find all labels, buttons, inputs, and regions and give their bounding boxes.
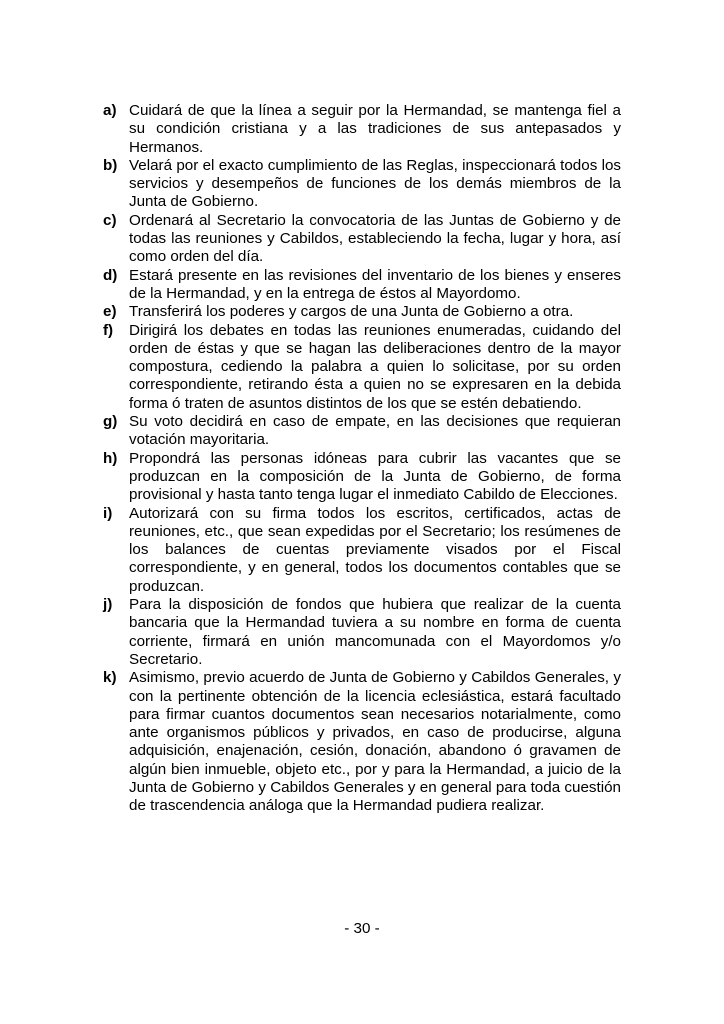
list-marker: b) (103, 156, 118, 174)
list-item-text: Estará presente en las revisiones del inventario de los bienes y enseres de la Hermandad, y en la entrega de éstos al Mayordomo. (129, 266, 621, 302)
list-item-text: Velará por el exacto cumplimiento de las Reglas, inspeccionará todos los servicios y desempeños de funciones de los demás miembros de la Junta de Gobierno. (129, 156, 621, 211)
page-number: - 30 - (344, 920, 380, 937)
list-item-text: Cuidará de que la línea a seguir por la Hermandad, se mantenga fiel a su condición cristiana y a las tradiciones de sus antepasados y Hermanos. (129, 102, 621, 156)
list-item-h (103, 450, 621, 505)
list-item-text: Dirigirá los debates en todas las reuniones enumeradas, cuidando del orden de éstas y que se hagan las deliberaciones dentro de la mayor compostura, cediendo la palabra a quien lo solicitase, por su orden correspondiente, retirando ésta a quien no se expresaren en la debida forma ó traten de asuntos distintos de los que se estén debatiendo. (129, 321, 621, 412)
list-marker: a) (103, 102, 117, 119)
list-item-d (103, 267, 621, 304)
list-marker: g) (103, 413, 118, 431)
list-item-j (103, 596, 621, 669)
list-marker: f) (103, 321, 114, 339)
list-marker: k) (103, 669, 117, 687)
list-item-text: Autorizará con su firma todos los escritos, certificados, actas de reuniones, etc., que sean expedidas por el Secretario; los resúmenes de los balances de cuentas previamente visados por el Fiscal correspondiente, y en general, todos los documentos contables que se produzcan. (129, 504, 621, 595)
list-item-b (103, 157, 621, 212)
duties-list (103, 102, 621, 816)
list-marker: j) (103, 596, 113, 614)
list-marker: d) (103, 266, 118, 284)
list-marker: h) (103, 449, 118, 467)
list-item-text: Transferirá los poderes y cargos de una Junta de Gobierno a otra. (129, 303, 574, 321)
list-item-text: Para la disposición de fondos que hubiera que realizar de la cuenta bancaria que la Hermandad tuviera a su nombre en forma de cuenta corriente, firmará en unión mancomunada con el Mayordomos y/o Secretario. (129, 596, 621, 668)
list-item-text: Su voto decidirá en caso de empate, en las decisiones que requieran votación mayoritaria. (129, 413, 621, 449)
list-item-g (103, 413, 621, 450)
list-item-text: Propondrá las personas idóneas para cubrir las vacantes que se produzcan en la composición de la Junta de Gobierno, de forma provisional y hasta tanto tenga lugar el inmediato Cabildo de Elecciones. (129, 449, 621, 504)
list-item-c (103, 212, 621, 267)
list-item-k (103, 669, 621, 815)
list-item-i (103, 505, 621, 596)
list-marker: c) (103, 211, 117, 229)
list-item-f (103, 322, 621, 413)
list-marker: i) (103, 504, 113, 522)
list-marker: e) (103, 303, 117, 321)
list-item-a (103, 102, 621, 157)
list-item-e (103, 303, 621, 321)
list-item-text: Asimismo, previo acuerdo de Junta de Gobierno y Cabildos Generales, y con la pertinente obtención de la licencia eclesiástica, estará facultado para firmar cuantos documentos sean necesarios notarialmente, como ante organismos públicos y privados, en caso de producirse, alguna adquisición, enajenación, cesión, donación, abandono ó gravamen de algún bien inmueble, objeto etc., por y para la Hermandad, a juicio de la Junta de Gobierno y Cabildos Generales y en general para toda cuestión de trascendencia análoga que la Hermandad pudiera realizar. (129, 669, 621, 815)
list-item-text: Ordenará al Secretario la convocatoria de las Juntas de Gobierno y de todas las reuniones y Cabildos, estableciendo la fecha, lugar y hora, así como orden del día. (129, 211, 621, 266)
document-body (103, 102, 621, 816)
